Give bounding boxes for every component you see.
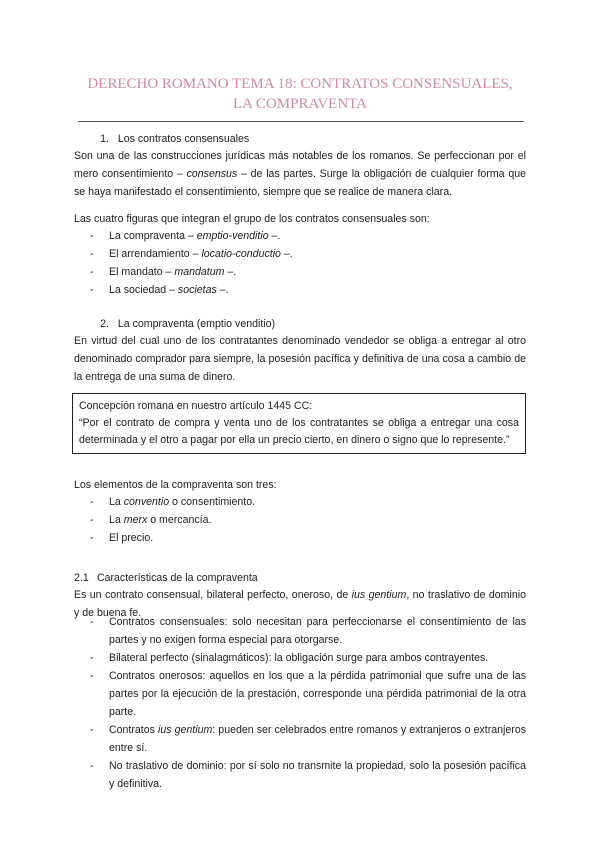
article-1445-box bbox=[72, 393, 526, 454]
list-item: - La compraventa – emptio-venditio –. bbox=[74, 227, 526, 245]
section-1-heading: 1. Los contratos consensuales bbox=[100, 133, 250, 145]
section-2-paragraph: En virtud del cual uno de los contratantes denominado vendedor se obliga a entregar al otro denominado comprador para siempre, la posesión pacífica y definitiva de una cosa a cambio de la entrega de una suma de dinero. bbox=[74, 335, 526, 383]
list-item: - La conventio o consentimiento. bbox=[74, 493, 526, 511]
list-item: - La merx o mercancía. bbox=[74, 511, 526, 529]
section-2-heading: 2. La compraventa (emptio venditio) bbox=[100, 318, 276, 330]
list-item: - El precio. bbox=[74, 529, 526, 547]
elements-list bbox=[74, 493, 526, 547]
list-item: - La sociedad – societas –. bbox=[74, 281, 526, 299]
list-item: - El mandato – mandatum –. bbox=[74, 263, 526, 281]
list-item: - Contratos onerosos: aquellos en los que a la pérdida patrimonial que sufre una de las partes por la ejecución de la prestación, corresponde una pérdida patrimonial de la otra parte. bbox=[74, 667, 526, 721]
title-divider bbox=[78, 121, 524, 122]
section-1-paragraph: Son una de las construcciones jurídicas más notables de los romanos. Se perfeccionan por el mero consentimiento – consensus – de las partes. Surge la obligación de cualquier forma que se haya manifestado el consentimiento, siempre que se realice de manera clara. bbox=[74, 150, 526, 198]
consensual-contracts-list bbox=[74, 227, 526, 299]
list-item: - El arrendamiento – locatio-conductio –. bbox=[74, 245, 526, 263]
box-quote: “Por el contrato de compra y venta uno de los contratantes se obliga a entregar una cosa determinada y el otro a pagar por ella un precio cierto, en dinero o signo que lo represente.” bbox=[79, 417, 519, 446]
list-item: - Contratos ius gentium: pueden ser celebrados entre romanos y extranjeros o extranjeros entre sí. bbox=[74, 721, 526, 757]
section-1-intro-list: Las cuatro figuras que integran el grupo de los contratos consensuales son: bbox=[74, 213, 430, 225]
section-2-1-paragraph: Es un contrato consensual, bilateral perfecto, oneroso, de ius gentium, no traslativo de dominio y de buena fe. bbox=[74, 589, 526, 619]
section-2-1-heading: 2.1 Características de la compraventa bbox=[74, 572, 258, 584]
characteristics-list bbox=[74, 613, 526, 793]
list-item: - Bilateral perfecto (sinalagmáticos): la obligación surge para ambos contrayentes. bbox=[74, 649, 526, 667]
box-title: Concepción romana en nuestro artículo 1445 CC: bbox=[79, 400, 313, 412]
list-item: - No traslativo de dominio: por sí solo no transmite la propiedad, solo la posesión pacífica y definitiva. bbox=[74, 757, 526, 793]
elements-intro: Los elementos de la compraventa son tres: bbox=[74, 479, 277, 491]
list-item: - Contratos consensuales: solo necesitan para perfeccionarse el consentimiento de las partes y no exigen forma especial para otorgarse. bbox=[74, 613, 526, 649]
document-title: DERECHO ROMANO TEMA 18: CONTRATOS CONSENSUALES, LA COMPRAVENTA bbox=[87, 76, 513, 112]
